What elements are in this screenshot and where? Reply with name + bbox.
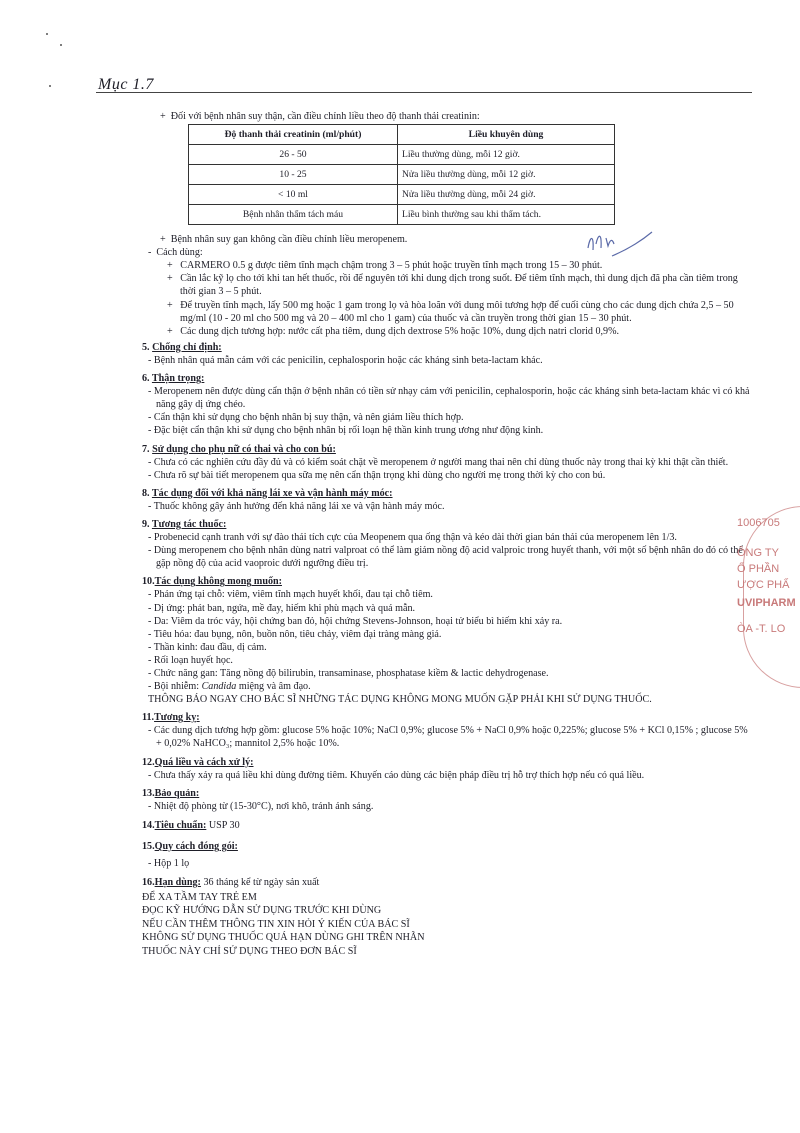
footer-line: NẾU CẦN THÊM THÔNG TIN XIN HỎI Ý KIẾN CỦA BÁC SĨ (142, 918, 410, 930)
list-item: - Chưa thấy xảy ra quá liều khi dùng đường tiêm. Khuyến cáo dùng các biện pháp điều trị hỗ trợ thích hợp nếu có quá liều. (148, 769, 645, 781)
renal-dose-table (188, 124, 615, 225)
table-cell: Nửa liều thường dùng, mỗi 12 giờ. (398, 165, 615, 185)
table-cell: < 10 ml (189, 185, 398, 205)
list-item: - Dị ứng: phát ban, ngứa, mề đay, hiếm khi phù mạch và quá mẫn. (148, 602, 416, 614)
table-header-cell: Độ thanh thải creatinin (ml/phút) (189, 125, 398, 145)
section-heading: 7. Sử dụng cho phụ nữ có thai và cho con bú: (142, 443, 336, 455)
list-item: - Rối loạn huyết học. (148, 654, 233, 666)
section-heading: 10.Tác dụng không mong muốn: (142, 576, 282, 588)
stamp-text: ÔNG TY (737, 547, 779, 559)
scan-speck (49, 85, 51, 87)
table-row (189, 205, 615, 225)
list-item: - Da: Viêm da tróc vảy, hội chứng ban đỏ, hội chứng Stevens-Johnson, hoại tử biểu bì hiếm khi xảy ra. (148, 615, 563, 627)
liver-note: + Bệnh nhân suy gan không cần điều chỉnh liều meropenem. (160, 234, 408, 246)
section-heading: 5. Chống chỉ định: (142, 341, 222, 353)
admin-item: + Để truyền tĩnh mạch, lấy 500 mg hoặc 1 gam trong lọ và hòa loãn với dung môi tương hợp để cuối cùng cho các dung dịch chứa 2,5 – 50 mg/ml (10 - 20 ml cho 500 mg và 20 – 400 ml cho 1 gam) của thuốc và cần truyền trong thời gian 15 – 30 phút. (167, 299, 734, 324)
list-item: - Meropenem nên được dùng cẩn thận ở bệnh nhân có tiền sử nhạy cảm với penicilin, cephalosporin, hoặc các kháng sinh beta-lactam khác vì có khả năng gây dị ứng chéo. (148, 386, 750, 411)
footer-line: THUỐC NÀY CHỈ SỬ DỤNG THEO ĐƠN BÁC SĨ (142, 945, 357, 957)
footer-line: ĐỂ XA TẦM TAY TRẺ EM (142, 892, 257, 903)
list-item: - Đặc biệt cẩn thận khi sử dụng cho bệnh nhân bị rối loạn hệ thần kinh trung ương như động kinh. (148, 425, 544, 437)
list-item: - Chức năng gan: Tăng nồng độ bilirubin, transaminase, phosphatase kiềm & lactic dehydrogenase. (148, 668, 549, 679)
list-item: - Tiêu hóa: đau bụng, nôn, buồn nôn, tiêu chảy, viêm đại tràng màng giả. (148, 628, 442, 640)
list-item: - Phản ứng tại chỗ: viêm, viêm tĩnh mạch huyết khối, đau tại chỗ tiêm. (148, 589, 433, 601)
table-cell: Liều bình thường sau khi thẩm tách. (398, 205, 615, 225)
section-heading: 13.Bảo quản: (142, 787, 200, 799)
renal-intro: + Đối với bệnh nhân suy thận, cần điều chỉnh liều theo độ thanh thải creatinin: (160, 111, 480, 122)
list-item: - Các dung dịch tương hợp gồm: glucose 5% hoặc 10%; NaCl 0,9%; glucose 5% + NaCl 0,9% hoặc 0,225%; glucose 5% + KCl 0,15% ; glucose 5% + 0,02% NaHCO₃; mannitol 2,5% hoặc 10%. (148, 725, 748, 750)
list-item: - Bệnh nhân quá mẫn cảm với các penicilin, cephalosporin hoặc các kháng sinh beta-lactam khác. (148, 354, 543, 366)
table-header-cell: Liều khuyên dùng (398, 125, 615, 145)
section-heading: 15.Quy cách đóng gói: (142, 841, 238, 853)
candida-italic: Candida (201, 681, 237, 693)
stamp-text: 1006705 (737, 517, 780, 529)
table-cell: Nửa liều thường dùng, mỗi 24 giờ. (398, 185, 615, 205)
table-row (189, 185, 615, 205)
list-item: - Dùng meropenem cho bệnh nhân dùng natri valproat có thể làm giảm nồng độ acid valproic trong huyết thanh, với một số bệnh nhân do đó có thể gặp nồng độ của acid vaoproic dưới ngưỡng điều trị. (148, 545, 743, 570)
stamp-text: Ổ PHẦN (737, 563, 780, 575)
warning-footer (142, 891, 425, 958)
section-heading: 11.Tương kỵ: (142, 712, 200, 724)
section-heading: 12.Quá liều và cách xử lý: (142, 756, 254, 768)
table-header-row (189, 125, 615, 145)
list-item: - Thần kinh: đau đầu, dị cảm. (148, 641, 267, 653)
admin-item: + CARMERO 0.5 g được tiêm tĩnh mạch chậm trong 3 – 5 phút hoặc truyền tĩnh mạch trong 15 – 30 phút. (167, 260, 603, 272)
scan-speck (60, 44, 62, 46)
table-row (189, 145, 615, 165)
admin-item: + Cần lắc kỹ lọ cho tới khi tan hết thuốc, rồi để nguyên tới khi dung dịch trong suốt. Để tiêm tĩnh mạch, thì dung dịch đã pha cần tiêm trong thời gian 3 – 5 phút. (167, 273, 738, 298)
adverse-notice: THÔNG BÁO NGAY CHO BÁC SĨ NHỮNG TÁC DỤNG KHÔNG MONG MUỐN GẶP PHẢI KHI SỬ DỤNG THUỐC. (148, 694, 652, 706)
document-body (142, 110, 754, 889)
admin-title: - Cách dùng: (148, 247, 203, 259)
section-heading: 16.Hạn dùng: 36 tháng kể từ ngày sản xuất (142, 877, 320, 889)
page-header-title: Mục 1.7 (98, 76, 154, 93)
list-item: - Probenecid cạnh tranh với sự đào thải tích cực của Meopenem qua ống thận và kéo dài thời gian bán thải của meropenem lên 1/3. (148, 532, 677, 544)
section-heading: 8. Tác dụng đối với khả năng lái xe và vận hành máy móc: (142, 487, 393, 499)
company-stamp (735, 506, 800, 686)
table-cell: Liều thường dùng, mỗi 12 giờ. (398, 145, 615, 165)
scan-speck (46, 33, 48, 35)
list-item: - Chưa rõ sự bài tiết meropenem qua sữa mẹ nên cẩn thận trọng khi dùng cho người mẹ trong thời kỳ cho con bú. (148, 469, 606, 481)
handwritten-signature (582, 226, 662, 266)
section-heading: 6. Thận trọng: (142, 373, 205, 385)
table-cell: Bệnh nhân thẩm tách máu (189, 205, 398, 225)
table-row (189, 165, 615, 185)
admin-item: + Các dung dịch tương hợp: nước cất pha tiêm, dung dịch dextrose 5% hoặc 10%, dung dịch natri clorid 0,9%. (167, 325, 619, 337)
table-cell: 10 - 25 (189, 165, 398, 185)
list-item: - Nhiệt độ phòng từ (15-30°C), nơi khô, tránh ánh sáng. (148, 800, 374, 812)
section-heading: 14.Tiêu chuẩn: USP 30 (142, 819, 240, 831)
stamp-text: ƯỢC PHẨ (737, 579, 790, 591)
list-item: - Hộp 1 lọ (148, 858, 190, 870)
footer-line: ĐỌC KỸ HƯỚNG DẪN SỬ DỤNG TRƯỚC KHI DÙNG (142, 905, 382, 917)
list-item: - Bội nhiễm: Candida miệng và âm đạo. (148, 681, 311, 693)
list-item: - Cẩn thận khi sử dụng cho bệnh nhân bị suy thận, và nên giảm liều thích hợp. (148, 412, 464, 424)
list-item: - Thuốc không gây ảnh hưởng đến khả năng lái xe và vận hành máy móc. (148, 500, 445, 512)
header-rule (96, 92, 752, 93)
table-cell: 26 - 50 (189, 145, 398, 165)
section-heading: 9. Tương tác thuốc: (142, 518, 227, 530)
footer-line: KHÔNG SỬ DỤNG THUỐC QUÁ HẠN DÙNG GHI TRÊN NHÃN (142, 932, 425, 944)
stamp-text: ÒA -T. LO (737, 623, 786, 635)
stamp-text: UVIPHARM (737, 597, 796, 609)
list-item: - Chưa có các nghiên cứu đầy đủ và có kiểm soát chặt về meropenem ở người mang thai nên chỉ dùng thuốc này trong thai kỳ khi thật cần thiết. (148, 456, 729, 468)
